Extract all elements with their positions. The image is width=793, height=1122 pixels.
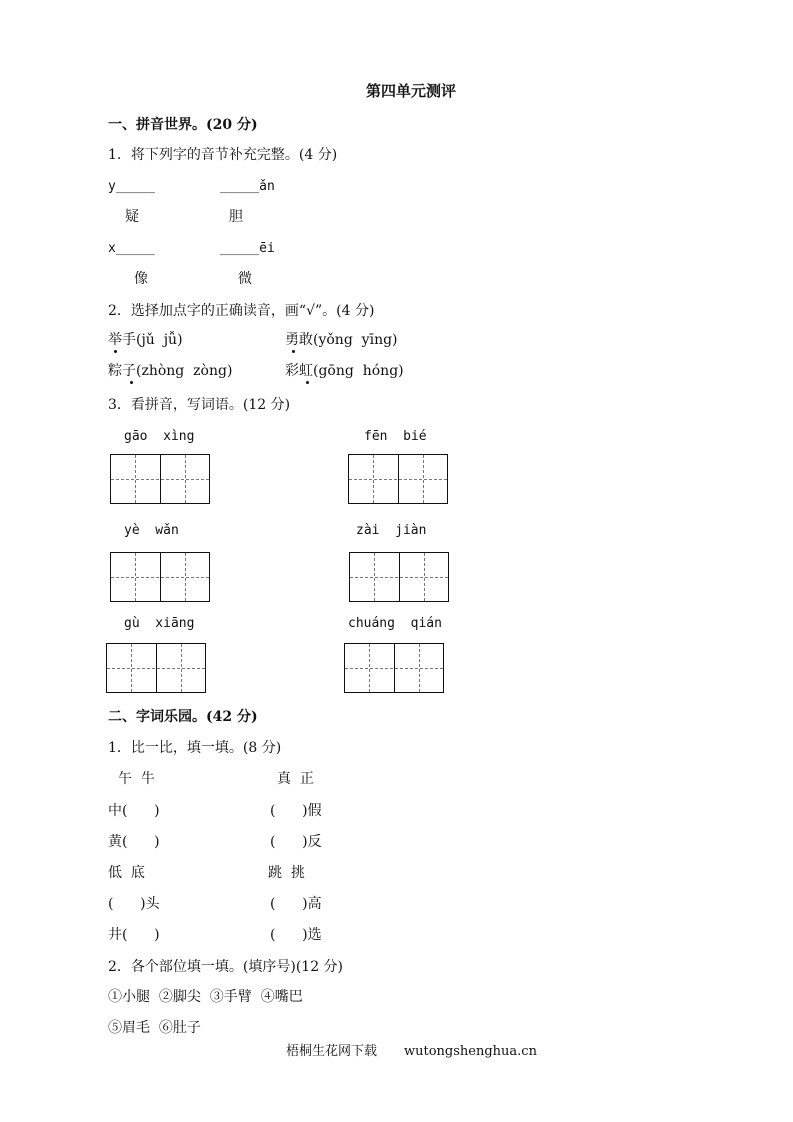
syllable-blank: _____ǎn: [220, 179, 275, 194]
char-pair: 低 底: [108, 865, 145, 881]
char-pair: 跳 挑: [268, 865, 305, 881]
options-row: ①小腿 ②脚尖 ③手臂 ④嘴巴: [108, 989, 303, 1005]
writing-grid[interactable]: [349, 552, 449, 602]
fill-blank: 中( ): [108, 803, 160, 819]
fill-blank: ( )头: [108, 896, 160, 912]
syllable-blank: _____ēi: [220, 241, 275, 256]
pinyin-label: gāo xìng: [124, 429, 195, 444]
reading-item: 举手(jǔ jǚ): [108, 332, 183, 348]
pinyin-label: zài jiàn: [356, 523, 427, 538]
char-pair: 午 牛: [118, 771, 155, 787]
emphasis-dot: [130, 381, 133, 384]
q1-title: 1．比一比，填一填。(8 分): [108, 740, 282, 756]
fill-blank: 井( ): [108, 927, 160, 943]
syllable-blank: x_____: [108, 241, 155, 256]
writing-grid[interactable]: [110, 552, 210, 602]
writing-grid[interactable]: [348, 454, 448, 504]
fill-blank: ( )选: [270, 927, 322, 943]
writing-grid[interactable]: [344, 643, 444, 693]
section1-heading: 一、拼音世界。(20 分): [108, 117, 258, 133]
reading-item: 彩虹(gōng hóng): [285, 363, 404, 379]
reading-item: 粽子(zhòng zòng): [108, 363, 233, 379]
fill-blank: ( )假: [270, 803, 322, 819]
section2-heading: 二、字词乐园。(42 分): [108, 709, 258, 725]
pinyin-label: fēn bié: [364, 429, 427, 444]
footer-right[interactable]: wutongshenghua.cn: [404, 1044, 537, 1059]
emphasis-dot: [292, 350, 295, 353]
char-pair: 真 正: [277, 771, 314, 787]
q2-title: 2．选择加点字的正确读音，画“√”。(4 分): [108, 303, 375, 319]
q1-title: 1．将下列字的音节补充完整。(4 分): [108, 147, 338, 163]
fill-blank: 黄( ): [108, 834, 160, 850]
fill-blank: ( )高: [270, 896, 322, 912]
syllable-blank: y_____: [108, 179, 155, 194]
writing-grid[interactable]: [110, 454, 210, 504]
q2-title: 2．各个部位填一填。(填序号)(12 分): [108, 959, 344, 975]
emphasis-dot: [306, 381, 309, 384]
emphasis-dot: [114, 350, 117, 353]
options-row: ⑤眉毛 ⑥肚子: [108, 1020, 201, 1036]
char-label: 微: [238, 271, 252, 287]
pinyin-label: yè wǎn: [124, 523, 179, 538]
writing-grid[interactable]: [106, 643, 206, 693]
q3-title: 3．看拼音，写词语。(12 分): [108, 397, 291, 413]
char-label: 胆: [229, 209, 243, 225]
fill-blank: ( )反: [270, 834, 322, 850]
char-label: 疑: [125, 209, 139, 225]
reading-item: 勇敢(yǒng yīng): [285, 332, 398, 348]
pinyin-label: gù xiāng: [124, 616, 195, 631]
page-title: 第四单元测评: [366, 82, 457, 100]
footer-left: 梧桐生花网下载: [286, 1044, 378, 1059]
char-label: 像: [134, 271, 148, 287]
pinyin-label: chuáng qián: [348, 616, 442, 631]
